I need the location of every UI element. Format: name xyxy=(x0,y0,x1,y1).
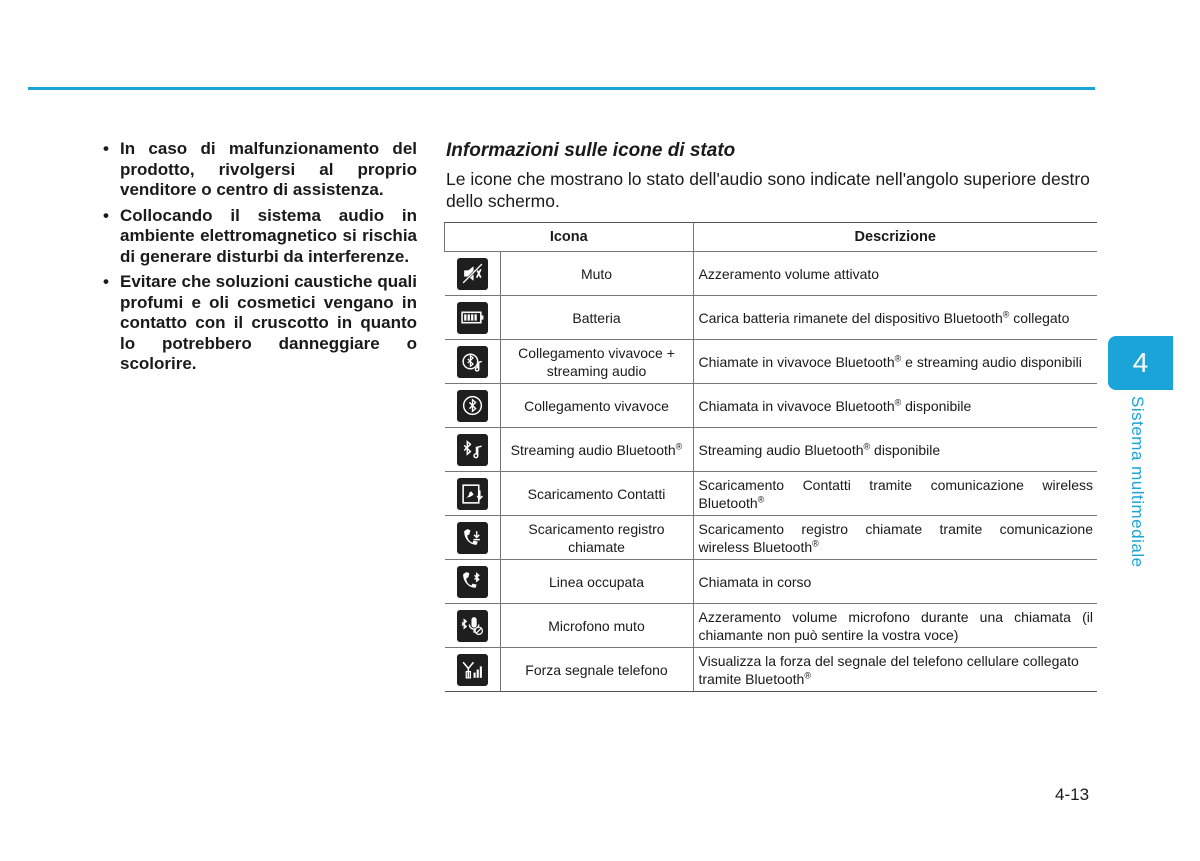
bluetooth-handsfree-icon xyxy=(457,390,488,422)
table-row xyxy=(445,648,1098,692)
table-row xyxy=(445,296,1098,340)
top-rule xyxy=(28,87,1095,90)
section-title: Informazioni sulle icone di stato xyxy=(446,140,736,161)
table-row xyxy=(445,472,1098,516)
bullet-list xyxy=(103,139,417,380)
icon-description: Chiamata in corso xyxy=(693,560,1097,604)
icon-description: Chiamata in vivavoce Bluetooth® disponibile xyxy=(693,384,1097,428)
table-row xyxy=(445,560,1098,604)
icon-name: Collegamento vivavoce xyxy=(500,384,693,428)
chapter-tab: 4 xyxy=(1108,336,1173,390)
microphone-mute-icon xyxy=(457,610,488,642)
chapter-label: Sistema multimediale xyxy=(1128,396,1147,568)
bullet-item: • Collocando il sistema audio in ambiente elettromagnetico si rischia di generare disturbi da interferenze. xyxy=(103,206,417,268)
icon-description: Azzeramento volume attivato xyxy=(693,252,1097,296)
icon-name: Collegamento vivavoce + streaming audio xyxy=(500,340,693,384)
table-row xyxy=(445,252,1098,296)
icon-description: Streaming audio Bluetooth® disponibile xyxy=(693,428,1097,472)
icon-name: Forza segnale telefono xyxy=(500,648,693,692)
icon-description: Scaricamento registro chiamate tramite comunicazione wireless Bluetooth® xyxy=(693,516,1097,560)
speaker-muted-icon xyxy=(457,258,488,290)
section-intro: Le icone che mostrano lo stato dell'audio sono indicate nell'angolo superiore destro dello schermo. xyxy=(446,169,1090,211)
icon-name: Scaricamento Contatti xyxy=(500,472,693,516)
icon-name: Muto xyxy=(500,252,693,296)
icon-name: Linea occupata xyxy=(500,560,693,604)
icon-name: Microfono muto xyxy=(500,604,693,648)
table-row xyxy=(445,604,1098,648)
bullet-item: • In caso di malfunzionamento del prodotto, rivolgersi al proprio venditore o centro di assistenza. xyxy=(103,139,417,201)
icon-description: Scaricamento Contatti tramite comunicazione wireless Bluetooth® xyxy=(693,472,1097,516)
signal-strength-icon xyxy=(457,654,488,686)
icon-description: Visualizza la forza del segnale del telefono cellulare collegato tramite Bluetooth® xyxy=(693,648,1097,692)
icon-description: Azzeramento volume microfono durante una chiamata (il chiamante non può sentire la vostra voce) xyxy=(693,604,1097,648)
status-icons-table xyxy=(444,222,1097,692)
icon-name: Batteria xyxy=(500,296,693,340)
table-row xyxy=(445,384,1098,428)
table-row xyxy=(445,516,1098,560)
icon-description: Carica batteria rimanete del dispositivo Bluetooth® collegato xyxy=(693,296,1097,340)
bullet-item: • Evitare che soluzioni caustiche quali profumi e oli cosmetici vengano in contatto con il cruscotto in quanto lo potrebbero danneggiare o scolorire. xyxy=(103,272,417,375)
bluetooth-handsfree-streaming-icon xyxy=(457,346,488,378)
call-log-download-icon xyxy=(457,522,488,554)
icon-name: Streaming audio Bluetooth® xyxy=(500,428,693,472)
line-busy-icon xyxy=(457,566,488,598)
icon-description: Chiamate in vivavoce Bluetooth® e streaming audio disponibili xyxy=(693,340,1097,384)
header-icona: Icona xyxy=(445,223,694,252)
battery-icon xyxy=(457,302,488,334)
icon-name: Scaricamento registro chiamate xyxy=(500,516,693,560)
table-row xyxy=(445,428,1098,472)
table-row xyxy=(445,340,1098,384)
bluetooth-streaming-icon xyxy=(457,434,488,466)
page-number: 4-13 xyxy=(1055,785,1090,804)
header-descrizione: Descrizione xyxy=(693,223,1097,252)
table-header-row xyxy=(445,223,1098,252)
contacts-download-icon xyxy=(457,478,488,510)
